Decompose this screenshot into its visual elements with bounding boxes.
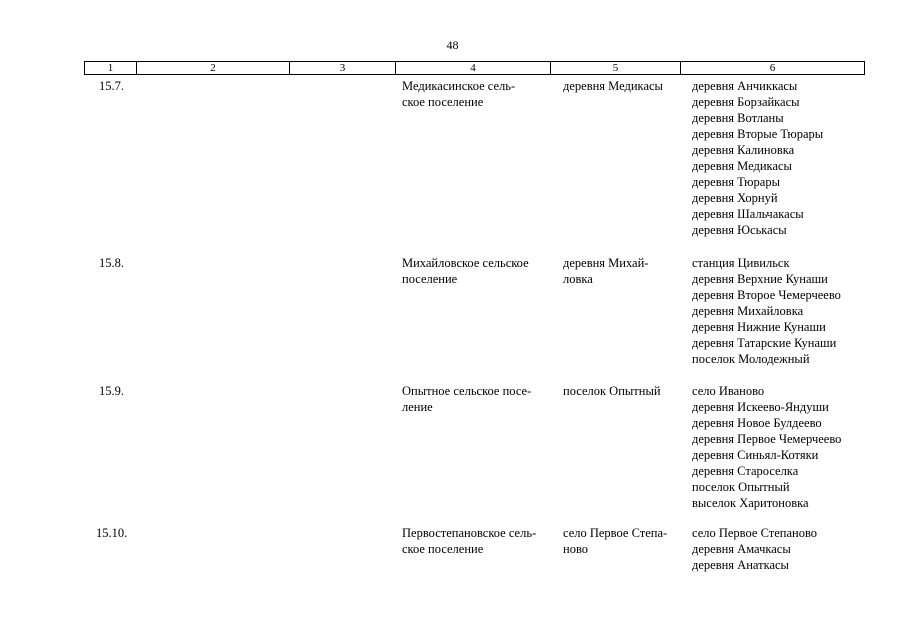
center-line: поселок Опытный [563, 384, 661, 398]
column-header-2: 2 [137, 62, 290, 75]
settlement-line: Медикасинское сель- [402, 79, 516, 93]
center-line: деревня Михай- [563, 256, 649, 270]
locality: деревня Анаткасы [692, 558, 789, 572]
locality: поселок Опытный [692, 480, 790, 494]
locality: деревня Второе Чемерчеево [692, 288, 841, 302]
center-line: ловка [563, 272, 593, 286]
administrative-center [563, 255, 683, 287]
locality: деревня Первое Чемерчеево [692, 432, 842, 446]
locality: деревня Староселка [692, 464, 799, 478]
settlement-line: ление [402, 400, 433, 414]
localities-list [692, 525, 892, 573]
column-header-1: 1 [85, 62, 137, 75]
settlement-name [402, 525, 552, 557]
settlement-name [402, 255, 552, 287]
locality: деревня Медикасы [692, 159, 792, 173]
locality: село Первое Степаново [692, 526, 818, 540]
row-number: 15.8. [99, 256, 124, 270]
settlement-line: ское поселение [402, 95, 484, 109]
locality: деревня Анчиккасы [692, 79, 798, 93]
locality: деревня Синьял-Котяки [692, 448, 819, 462]
locality: деревня Новое Булдеево [692, 416, 822, 430]
column-header-row [85, 62, 865, 75]
locality: деревня Татарские Кунаши [692, 336, 837, 350]
locality: деревня Борзайкасы [692, 95, 800, 109]
settlement-line: Первостепановское сель- [402, 526, 537, 540]
locality: деревня Верхние Кунаши [692, 272, 828, 286]
locality: выселок Харитоновка [692, 496, 809, 510]
settlement-line: Опытное сельское посе- [402, 384, 532, 398]
locality: деревня Искеево-Яндуши [692, 400, 829, 414]
locality: деревня Шальчакасы [692, 207, 804, 221]
row-number: 15.7. [99, 79, 124, 93]
page-number: 48 [446, 38, 459, 52]
center-line: ново [563, 542, 589, 556]
settlement-name [402, 78, 552, 110]
locality: деревня Михайловка [692, 304, 804, 318]
locality: деревня Юськасы [692, 223, 787, 237]
administrative-center [563, 78, 683, 94]
localities-list [692, 255, 892, 367]
locality: деревня Нижние Кунаши [692, 320, 826, 334]
column-header-6: 6 [681, 62, 865, 75]
settlement-line: поселение [402, 272, 458, 286]
locality: деревня Вотланы [692, 111, 784, 125]
administrative-center [563, 525, 683, 557]
column-header-3: 3 [290, 62, 396, 75]
administrative-center [563, 383, 683, 399]
row-number: 15.10. [96, 526, 128, 540]
locality: станция Цивильск [692, 256, 790, 270]
localities-list [692, 78, 892, 238]
column-header-4: 4 [396, 62, 551, 75]
locality: деревня Вторые Тюрары [692, 127, 824, 141]
row-number: 15.9. [99, 384, 124, 398]
center-line: село Первое Степа- [563, 526, 668, 540]
locality: поселок Молодежный [692, 352, 810, 366]
locality: деревня Тюрары [692, 175, 780, 189]
settlement-line: Михайловское сельское [402, 256, 529, 270]
locality: деревня Калиновка [692, 143, 795, 157]
column-header-5: 5 [551, 62, 681, 75]
column-header-table [84, 61, 865, 75]
settlement-line: ское поселение [402, 542, 484, 556]
settlement-name [402, 383, 552, 415]
localities-list [692, 383, 892, 511]
locality: деревня Хорнуй [692, 191, 778, 205]
locality: деревня Амачкасы [692, 542, 791, 556]
center-line: деревня Медикасы [563, 79, 663, 93]
locality: село Иваново [692, 384, 765, 398]
